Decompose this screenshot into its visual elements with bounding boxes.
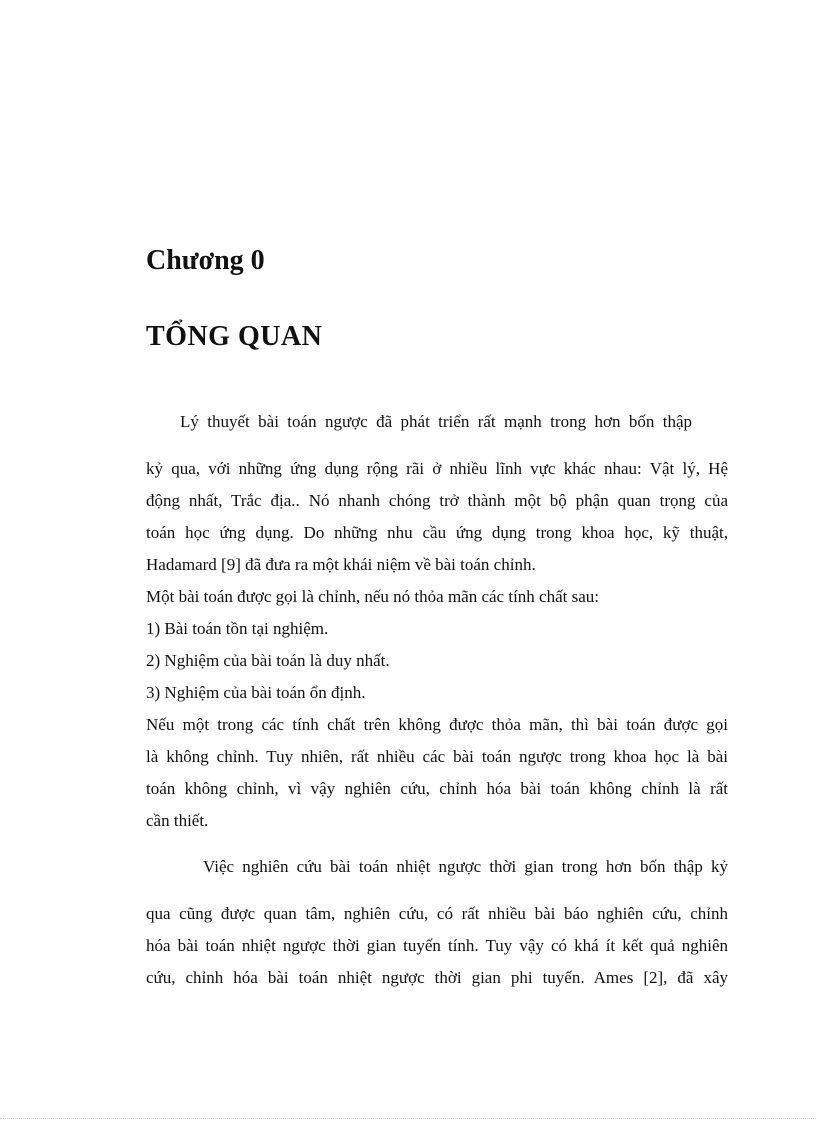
paragraph-line: là không chỉnh. Tuy nhiên, rất nhiều các bài toán ngược trong khoa học là bài xyxy=(146,747,728,766)
paragraph-line: cần thiết. xyxy=(146,811,209,830)
paragraph-line: Một bài toán được gọi là chỉnh, nếu nó thỏa mãn các tính chất sau: xyxy=(146,587,599,606)
list-item: 3) Nghiệm của bài toán ổn định. xyxy=(146,683,366,702)
paragraph-line: động nhất, Trắc địa.. Nó nhanh chóng trở thành một bộ phận quan trọng của xyxy=(146,491,728,510)
list-item: 1) Bài toán tồn tại nghiệm. xyxy=(146,619,329,638)
paragraph-line: Việc nghiên cứu bài toán nhiệt ngược thời gian trong hơn bốn thập kỷ xyxy=(203,857,728,876)
paragraph-line: Lý thuyết bài toán ngược đã phát triển rất mạnh trong hơn bốn thập xyxy=(180,412,692,431)
paragraph-line: qua cũng được quan tâm, nghiên cứu, có rất nhiều bài báo nghiên cứu, chỉnh xyxy=(146,904,728,923)
page-bottom-rule xyxy=(0,1118,816,1119)
paragraph-line: hóa bài toán nhiệt ngược thời gian tuyến tính. Tuy vậy có khá ít kết quả nghiên xyxy=(146,936,728,955)
chapter-label: Chương 0 xyxy=(146,245,265,276)
list-item: 2) Nghiệm của bài toán là duy nhất. xyxy=(146,651,390,670)
chapter-title: TỔNG QUAN xyxy=(146,321,323,352)
paragraph-line: toán không chỉnh, vì vậy nghiên cứu, chỉnh hóa bài toán không chỉnh là rất xyxy=(146,779,728,798)
paragraph-line: kỷ qua, với những ứng dụng rộng rãi ở nhiều lĩnh vực khác nhau: Vật lý, Hệ xyxy=(146,459,728,478)
paragraph-line: Nếu một trong các tính chất trên không được thỏa mãn, thì bài toán được gọi xyxy=(146,715,728,734)
paragraph-line: Hadamard [9] đã đưa ra một khái niệm về bài toán chỉnh. xyxy=(146,555,536,574)
paragraph-line: cứu, chỉnh hóa bài toán nhiệt ngược thời gian phi tuyến. Ames [2], đã xây xyxy=(146,968,728,987)
paragraph-line: toán học ứng dụng. Do những nhu cầu ứng dụng trong khoa học, kỹ thuật, xyxy=(146,523,728,542)
